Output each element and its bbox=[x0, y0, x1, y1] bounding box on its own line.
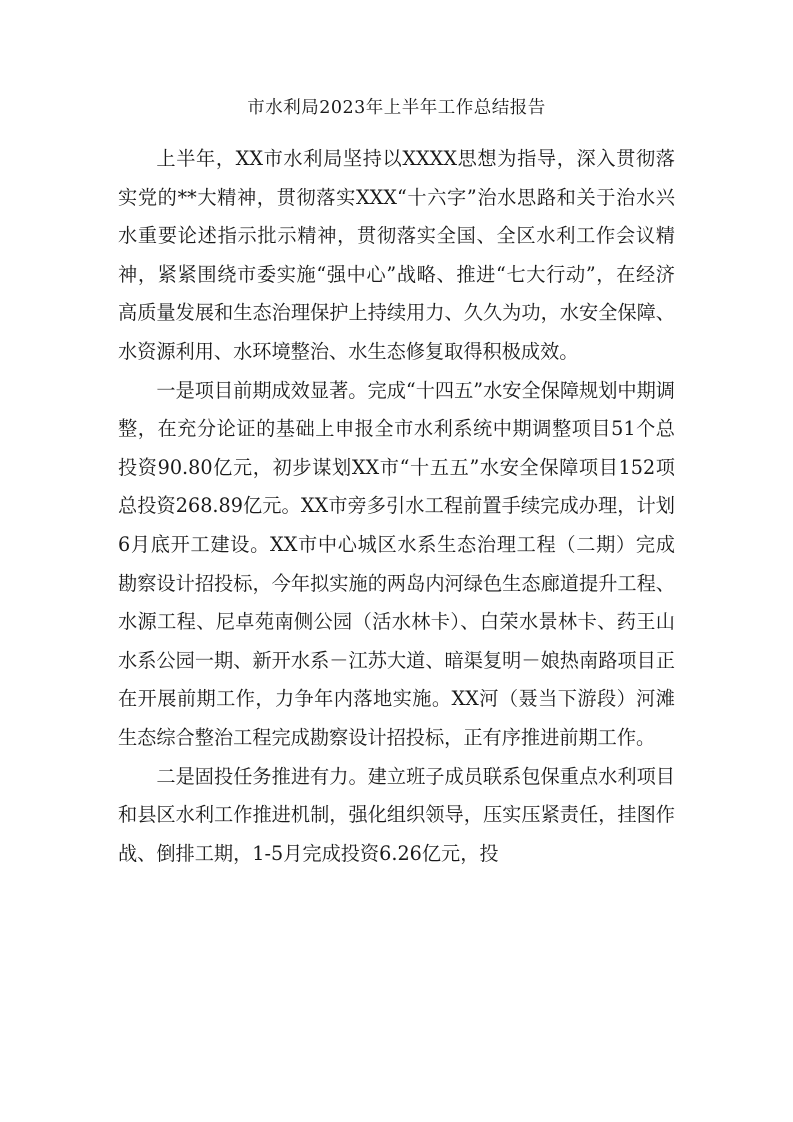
paragraph-fixed-investment: 二是固投任务推进有力。建立班子成员联系包保重点水利项目和县区水利工作推进机制，强化组织领导，压实压紧责任，挂图作战、倒排工期，1-5月完成投资6.26亿元，投 bbox=[118, 764, 675, 865]
paragraph-project-preparation: 一是项目前期成效显著。完成“十四五”水安全保障规划中期调整，在充分论证的基础上申报全市水利系统中期调整项目51个总投资90.80亿元，初步谋划XX市“十五五”水安全保障项目152项总投资268.89亿元。XX市旁多引水工程前置手续完成办理，计划6月底开工建设。XX市中心城区水系生态治理工程（二期）完成勘察设计招投标，今年拟实施的两岛内河绿色生态廊道提升工程、水源工程、尼卓苑南侧公园（活水林卡）、白荣水景林卡、药王山水系公园一期、新开水系－江苏大道、暗渠复明－娘热南路项目正在开展前期工作，力争年内落地实施。XX河（聂当下游段）河滩生态综合整治工程完成勘察设计招投标，正有序推进前期工作。 bbox=[118, 378, 675, 749]
paragraph-intro: 上半年，XX市水利局坚持以XXXX思想为指导，深入贯彻落实党的**大精神，贯彻落实XXX“十六字”治水思路和关于治水兴水重要论述指示批示精神，贯彻落实全国、全区水利工作会议精神，紧紧围绕市委实施“强中心”战略、推进“七大行动”，在经济高质量发展和生态治理保护上持续用力、久久为功，水安全保障、水资源利用、水环境整治、水生态修复取得积极成效。 bbox=[118, 147, 675, 363]
document-title: 市水利局2023年上半年工作总结报告 bbox=[247, 98, 546, 118]
document-body bbox=[118, 140, 675, 873]
